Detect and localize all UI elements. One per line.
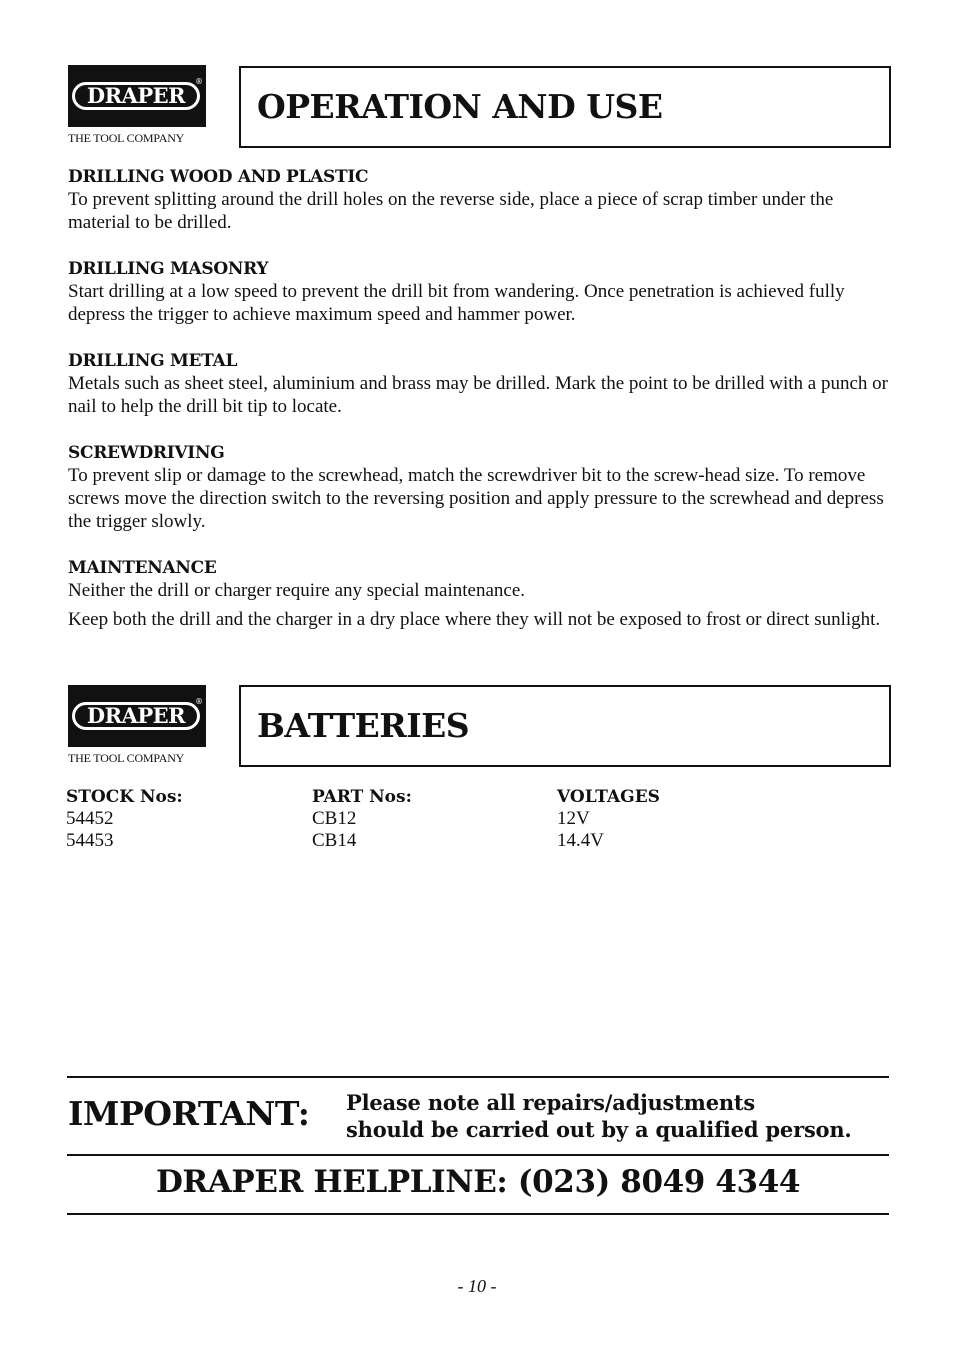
- important-line: Please note all repairs/adjustments: [346, 1090, 756, 1115]
- operation-sections: [68, 166, 888, 655]
- section-drilling-metal: [68, 350, 888, 418]
- section-paragraph: To prevent slip or damage to the screwhead, match the screwdriver bit to the screw-head size. To remove screws move the direction switch to the reversing position and apply pressure to the screwhead and depress the trigger slowly.: [68, 465, 884, 532]
- section-drilling-wood: [68, 166, 888, 234]
- batteries-title-box: [239, 685, 891, 767]
- section-paragraph: Metals such as sheet steel, aluminium and brass may be drilled. Mark the point to be drilled with a punch or nail to help the drill bit tip to locate.: [68, 373, 888, 417]
- draper-logo: [68, 65, 210, 146]
- section-paragraph: To prevent splitting around the drill holes on the reverse side, place a piece of scrap timber under the material to be drilled.: [68, 189, 834, 233]
- draper-wordmark: DRAPER: [72, 702, 200, 730]
- helpline: DRAPER HELPLINE: (023) 8049 4344: [155, 1164, 801, 1200]
- column-header-voltage: VOLTAGES: [557, 787, 660, 807]
- draper-wordmark: DRAPER: [72, 82, 200, 110]
- column-header-part: PART Nos:: [312, 787, 412, 807]
- section-heading: DRILLING METAL: [68, 351, 238, 371]
- page-title: OPERATION AND USE: [257, 87, 663, 126]
- draper-logo-badge: [68, 65, 206, 127]
- table-row: [66, 830, 766, 852]
- stock-number: 54453: [66, 830, 114, 851]
- important-line: should be carried out by a qualified person.: [346, 1117, 852, 1142]
- voltage: 12V: [557, 808, 590, 829]
- important-label: IMPORTANT:: [68, 1094, 310, 1133]
- divider: [67, 1076, 889, 1078]
- section-paragraph: Keep both the drill and the charger in a dry place where they will not be exposed to frost or direct sunlight.: [68, 609, 881, 630]
- table-row: [66, 808, 766, 830]
- voltage: 14.4V: [557, 830, 604, 851]
- logo-tagline: THE TOOL COMPANY: [68, 131, 185, 145]
- divider: [67, 1213, 889, 1215]
- draper-logo-badge: [68, 685, 206, 747]
- section-heading: SCREWDRIVING: [68, 443, 225, 463]
- operation-title-box: [239, 66, 891, 148]
- column-header-stock: STOCK Nos:: [66, 787, 183, 807]
- batteries-title: BATTERIES: [257, 706, 470, 745]
- section-screwdriving: [68, 442, 888, 533]
- section-paragraph: Neither the drill or charger require any special maintenance.: [68, 580, 526, 601]
- section-heading: DRILLING WOOD AND PLASTIC: [68, 167, 369, 187]
- section-heading: MAINTENANCE: [68, 558, 217, 578]
- registered-mark: ®: [195, 77, 203, 86]
- battery-table: [66, 786, 766, 852]
- page-number: - 10 -: [457, 1276, 497, 1296]
- logo-tagline: THE TOOL COMPANY: [68, 751, 185, 765]
- section-paragraph: Start drilling at a low speed to prevent the drill bit from wandering. Once penetration is achieved fully depress the trigger to achieve maximum speed and hammer power.: [68, 281, 845, 325]
- section-heading: DRILLING MASONRY: [68, 259, 269, 279]
- divider: [67, 1154, 889, 1156]
- part-number: CB14: [312, 830, 357, 851]
- section-drilling-masonry: [68, 258, 888, 326]
- section-maintenance: [68, 557, 888, 631]
- important-notice: [346, 1089, 852, 1143]
- part-number: CB12: [312, 808, 357, 829]
- draper-logo: [68, 685, 210, 766]
- table-header-row: [66, 786, 766, 808]
- stock-number: 54452: [66, 808, 114, 829]
- registered-mark: ®: [195, 697, 203, 706]
